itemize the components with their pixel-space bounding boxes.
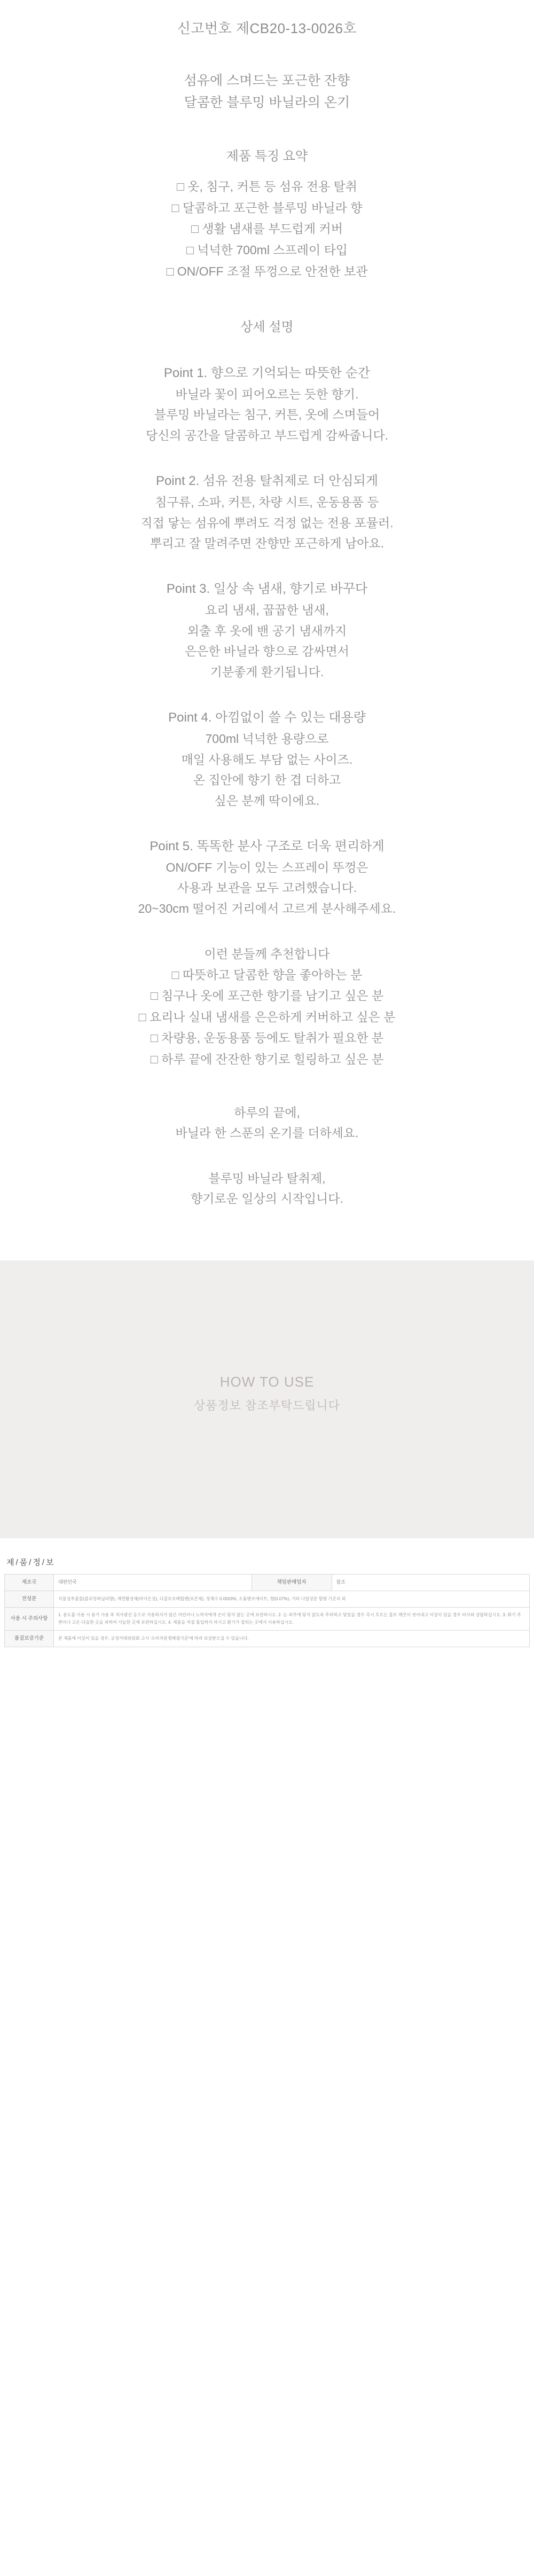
row-label-ingredients: 전성분 [5,1591,54,1608]
point-line: 싶은 분께 딱이에요. [214,793,320,808]
how-to-use-title: HOW TO USE [219,1374,315,1390]
point-block-2 [0,471,534,554]
point-line: ON/OFF 기능이 있는 스프레이 뚜껑은 [166,860,368,874]
point-line: 바닐라 꽃이 피어오르는 듯한 향기. [175,387,359,401]
point-block-5 [0,836,534,919]
registration-number: 신고번호 제CB20-13-0026호 [177,20,357,36]
how-to-use-band [0,1260,534,1538]
point-block-4 [0,707,534,811]
closing-line: 향기로운 일상의 시작입니다. [191,1192,343,1206]
point-line: 당신의 공간을 달콤하고 부드럽게 감싸줍니다. [145,428,389,443]
detail-title: 상세 설명 [240,320,294,335]
features-list [0,176,534,282]
point-heading: Point 5. 똑똑한 분사 구조로 더욱 편리하게 [150,839,384,854]
product-info-section [0,1538,534,1653]
row-label-cautions: 사용 시 주의사항 [5,1608,54,1630]
point-body [0,857,534,919]
point-line: 블루밍 바닐라는 침구, 커튼, 옷에 스며들어 [154,408,380,422]
list-item: □ 넉넉한 700ml 스프레이 타입 [186,243,348,257]
table-row [5,1630,530,1647]
closing-block-1 [0,1102,534,1144]
point-line: 은은한 바닐라 향으로 감싸면서 [184,644,349,659]
how-to-use-block [0,1260,534,1415]
point-line: 사용과 보관을 모두 고려했습니다. [177,881,357,895]
row-label-warranty: 품질보증기준 [5,1630,54,1647]
list-item: □ ON/OFF 조절 뚜껑으로 안전한 보관 [166,264,368,278]
list-item: □ 따뜻하고 달콤한 향을 좋아하는 분 [171,967,363,982]
closing-block-2 [0,1168,534,1260]
point-line: 요리 냄새, 꿉꿉한 냄새, [205,603,329,617]
point-line: 온 집안에 향기 한 겹 더하고 [193,773,341,787]
closing-line: 하루의 끝에, [234,1105,300,1119]
row-value-seller: 참조 [332,1575,530,1591]
content-white-block [0,0,534,1260]
row-label-origin: 제조국 [5,1575,54,1591]
row-label-seller: 책임판매업자 [252,1575,332,1591]
list-item: □ 침구나 옷에 포근한 향기를 남기고 싶은 분 [150,989,384,1003]
point-line: 매일 사용해도 부담 없는 사이즈. [181,752,353,766]
list-item: □ 요리나 실내 냄새를 은은하게 커버하고 싶은 분 [138,1009,396,1024]
table-row [5,1591,530,1608]
point-line: 기분좋게 환기됩니다. [210,665,324,679]
point-heading: Point 2. 섬유 전용 탈취제로 더 안심되게 [155,473,379,488]
recommend-title: 이런 분들께 추천합니다 [204,946,330,961]
point-heading: Point 1. 향으로 기억되는 따뜻한 순간 [163,365,371,380]
point-line: 700ml 넉넉한 용량으로 [205,732,329,746]
row-value-cautions: 1. 용도를 사용 시 용기 사용 후 직사광선 등으로 사용하지가 않은 어린이나 노약자에게 손이 닿지 않는 곳에 보관하시오. 2. 눈·피부에 닿지 않도록 주의하고 닿았을 경우 즉시 흐르는 물로 깨끗이 씻어내고 이상이 있을 경우 의사와 상담하십시오. 3. 화기 주변이나 고온·다습한 곳을 피하여 서늘한 곳에 보관하십시오. 4. 제품을 직접 흡입하지 마시고 환기가 잘되는 곳에서 사용하십시오. [54,1608,530,1630]
row-value-warranty: 본 제품에 이상이 있을 경우, 공정거래위원회 고시 '소비자분쟁해결기준'에 따라 보상받으실 수 있습니다. [54,1630,530,1647]
product-info-table [4,1574,530,1647]
row-value-ingredients: 식물성추출물(블루밍바닐라향), 계면활성제(비이온성), 디클로로메틸렌(보존제), 정제수 0.0003%, 소듐벤조에이트, 향(0.07%), 기타 나열성분 함량 기준치 외 [54,1591,530,1608]
point-line: 외출 후 옷에 밴 공기 냄새까지 [187,623,347,638]
point-block-3 [0,578,534,683]
features-title: 제품 특징 요약 [226,149,308,163]
table-row [5,1608,530,1630]
row-value-origin: 대한민국 [54,1575,252,1591]
point-line: 직접 닿는 섬유에 뿌려도 걱정 없는 전용 포뮬러. [140,515,394,530]
closing-line: 바닐라 한 스푼의 온기를 더하세요. [175,1126,359,1140]
how-to-use-subtitle: 상품정보 참조부탁드립니다 [193,1399,341,1413]
point-body [0,729,534,811]
list-item: □ 차량용, 운동용품 등에도 탈취가 필요한 분 [150,1031,384,1045]
list-item: □ 하루 끝에 잔잔한 향기로 힐링하고 싶은 분 [150,1052,384,1066]
point-line: 뿌리고 잘 말려주면 잔향만 포근하게 남아요. [150,536,384,551]
point-block-1 [0,363,534,446]
product-info-heading: 제/품/정/보 [6,1558,56,1568]
point-line: 침구류, 소파, 커튼, 차량 시트, 운동용품 등 [155,495,379,510]
point-body [0,384,534,446]
closing-line: 블루밍 바닐라 탈취제, [208,1171,326,1185]
lead-copy [0,70,534,113]
list-item: □ 생활 냄새를 부드럽게 커버 [191,222,343,236]
list-item: □ 달콤하고 포근한 블루밍 바닐라 향 [171,200,363,215]
list-item: □ 옷, 침구, 커튼 등 섬유 전용 탈취 [176,179,358,194]
point-body [0,600,534,683]
point-heading: Point 4. 아낌없이 쓸 수 있는 대용량 [168,710,366,725]
point-line: 20~30cm 떨어진 거리에서 고르게 분사해주세요. [138,902,396,916]
point-body [0,492,534,554]
table-row [5,1575,530,1591]
recommend-list [0,965,534,1070]
lead-line-1: 섬유에 스며드는 포근한 잔향 [184,73,350,88]
point-heading: Point 3. 일상 속 냄새, 향기로 바꾸다 [166,581,368,596]
lead-line-2: 달콤한 블루밍 바닐라의 온기 [184,95,350,110]
